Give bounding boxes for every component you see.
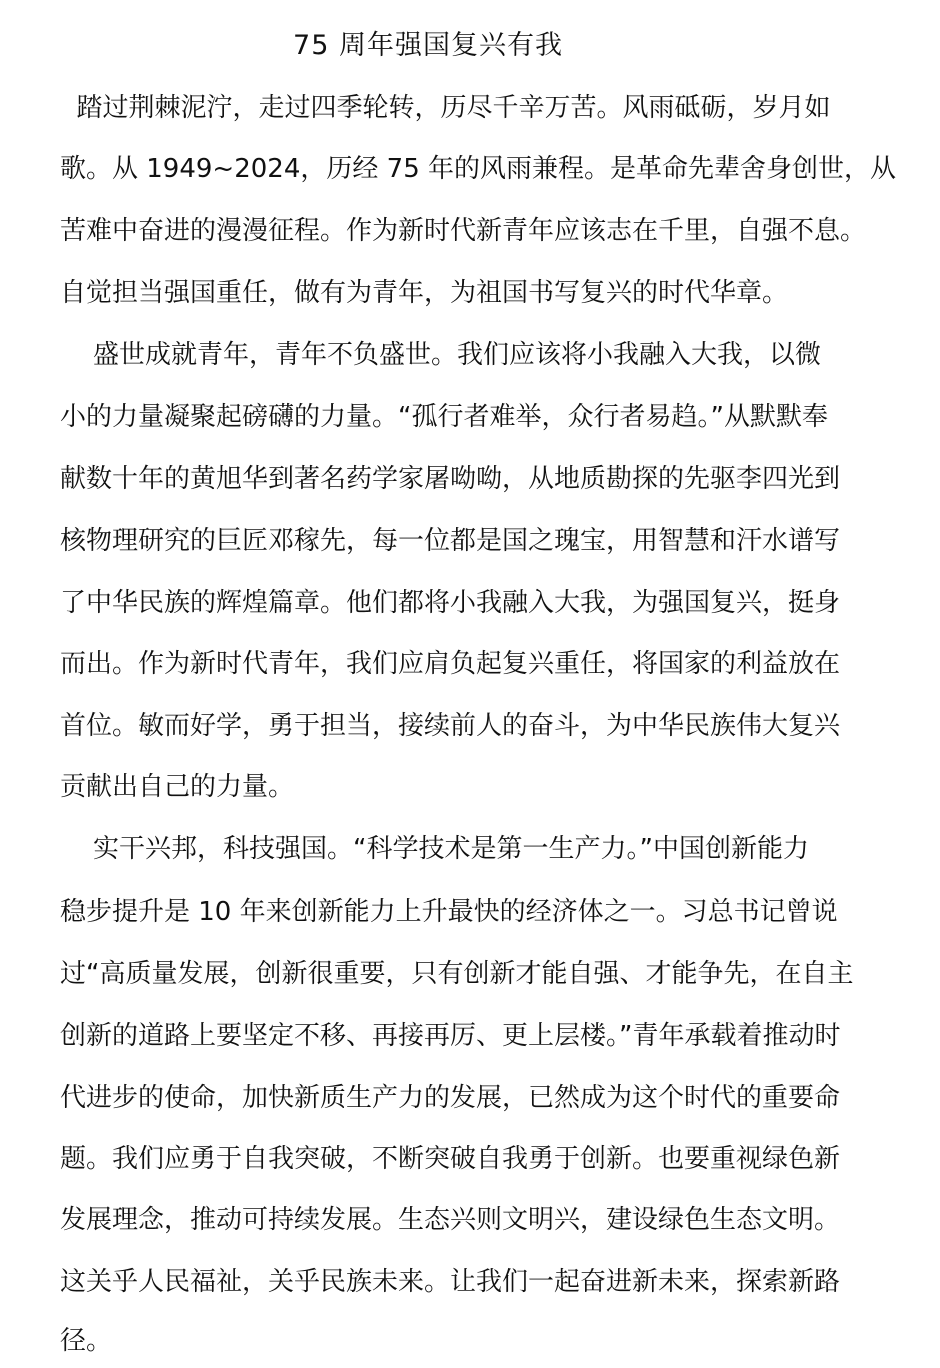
paragraph-1-line-1: 踏过荆棘泥泞，走过四季轮转，历尽千辛万苦。风雨砥砺，岁月如 (60, 93, 831, 123)
paragraph-2-line-6: 而出。作为新时代青年，我们应肩负起复兴重任，将国家的利益放在 (60, 649, 841, 679)
paragraph-2-line-7: 首位。敏而好学，勇于担当，接续前人的奋斗，为中华民族伟大复兴 (60, 711, 841, 741)
paragraph-3-line-4: 创新的道路上要坚定不移、再接再厉、更上层楼。”青年承载着推动时 (60, 1021, 841, 1051)
paragraph-2-line-4: 核物理研究的巨匠邓稼先，每一位都是国之瑰宝，用智慧和汗水谱写 (60, 526, 841, 556)
paragraph-2-line-3: 献数十年的黄旭华到著名药学家屠呦呦，从地质勘探的先驱李四光到 (60, 464, 841, 494)
paragraph-3-line-7: 发展理念，推动可持续发展。生态兴则文明兴，建设绿色生态文明。 (60, 1205, 841, 1235)
paragraph-2-line-2: 小的力量凝聚起磅礴的力量。“孤行者难举，众行者易趋。”从默默奉 (60, 402, 828, 432)
paragraph-3-line-8: 这关乎人民福祉，关乎民族未来。让我们一起奋进新未来，探索新路 (60, 1267, 841, 1297)
paragraph-3-line-6: 题。我们应勇于自我突破，不断突破自我勇于创新。也要重视绿色新 (60, 1144, 841, 1174)
paragraph-3-line-1: 实干兴邦，科技强国。“科学技术是第一生产力。”中国创新能力 (60, 834, 809, 864)
paragraph-2-line-1: 盛世成就青年，青年不负盛世。我们应该将小我融入大我，以微 (60, 340, 822, 370)
paragraph-2-line-8: 贡献出自己的力量。 (60, 772, 295, 802)
paragraph-3-line-2: 稳步提升是 10 年来创新能力上升最快的经济体之一。习总书记曾说 (60, 897, 838, 927)
paragraph-3-line-5: 代进步的使命，加快新质生产力的发展，已然成为这个时代的重要命 (60, 1083, 841, 1113)
paragraph-1-line-3: 苦难中奋进的漫漫征程。作为新时代新青年应该志在千里，自强不息。 (60, 216, 867, 246)
paragraph-3-line-9: 径。 (60, 1326, 113, 1356)
essay-title: 75 周年强国复兴有我 (293, 30, 563, 61)
paragraph-1-line-4: 自觉担当强国重任，做有为青年，为祖国书写复兴的时代华章。 (60, 278, 789, 308)
paragraph-1-line-2: 歌。从 1949~2024，历经 75 年的风雨兼程。是革命先辈舍身创世，从 (60, 154, 896, 184)
paragraph-2-line-5: 了中华民族的辉煌篇章。他们都将小我融入大我，为强国复兴，挺身 (60, 588, 841, 618)
paragraph-3-line-3: 过“高质量发展，创新很重要，只有创新才能自强、才能争先，在自主 (60, 959, 854, 989)
